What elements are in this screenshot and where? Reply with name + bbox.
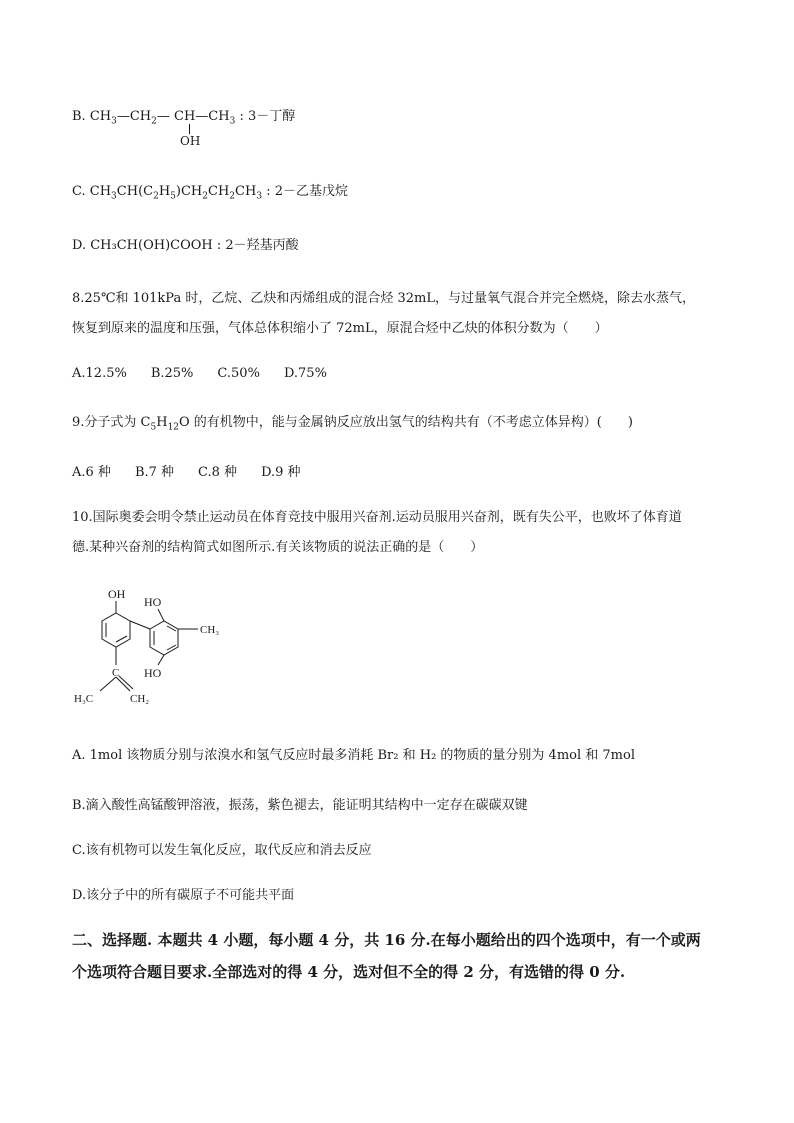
q10-option-c[interactable]: C.该有机物可以发生氧化反应，取代反应和消去反应: [72, 843, 372, 858]
q9-option-c[interactable]: C.8 种: [198, 465, 238, 480]
q8-option-a[interactable]: A.12.5%: [72, 366, 127, 381]
option-d-2-hydroxypropanoic-acid: D. CH₃CH(OH)COOH : 2－羟基丙酸: [72, 238, 299, 253]
q9-option-d[interactable]: D.9 种: [261, 465, 301, 480]
section-2-heading-line1: 二、选择题. 本题共 4 小题，每小题 4 分，共 16 分.在每小题给出的四个选项中，有一个或两: [72, 931, 701, 949]
q8-option-b[interactable]: B.25%: [150, 366, 194, 381]
q10-option-b[interactable]: B.滴入酸性高锰酸钾溶液，振荡，紫色褪去，能证明其结构中一定存在碳碳双键: [72, 798, 528, 813]
q9-option-b[interactable]: B.7 种: [134, 465, 175, 480]
q9-option-a[interactable]: A.6 种: [72, 465, 111, 480]
q10-option-a[interactable]: A. 1mol 该物质分别与浓溴水和氢气反应时最多消耗 Br₂ 和 H₂ 的物质的量分别为 4mol 和 7mol: [72, 748, 635, 763]
q8-line1: 8.25℃和 101kPa 时，乙烷、乙炔和丙烯组成的混合烃 32mL，与过量氧气混合并完全燃烧，除去水蒸气，: [72, 291, 695, 306]
q8-options: [72, 364, 351, 384]
methyl-label: CH₃: [200, 624, 220, 636]
section-2-heading-line2: 个选项符合题目要求.全部选对的得 4 分，选对但不全的得 2 分，有选错的得 0 分.: [72, 963, 626, 981]
h3c-label: H₃C: [74, 693, 94, 705]
q8-option-c[interactable]: C.50%: [217, 366, 260, 381]
q10-line2: 德.某种兴奋剂的结构简式如图所示.有关该物质的说法正确的是（ ）: [72, 540, 484, 555]
ho-upper-label: HO: [144, 595, 162, 609]
q8-line2: 恢复到原来的温度和压强，气体总体积缩小了 72mL，原混合烃中乙炔的体积分数为（ ）: [72, 321, 608, 336]
option-c-2-ethylpentane: C. $CH_3CH(C_2H_5)CH_2CH_2CH_3$ : 2－乙基戊烷: [72, 184, 348, 202]
q9-stem: 9.分子式为 $C_5H_{12}O$ 的有机物中，能与金属钠反应放出氢气的结构共有（不考虑立体异构）( ): [72, 415, 633, 433]
c-label: C: [112, 667, 120, 679]
oh-top-label: OH: [108, 587, 126, 601]
ho-lower-label: HO: [144, 666, 162, 680]
q10-line1: 10.国际奥委会明令禁止运动员在体育竞技中服用兴奋剂.运动员服用兴奋剂，既有失公平，也败坏了体育道: [72, 510, 682, 525]
q10-option-d[interactable]: D.该分子中的所有碳原子不可能共平面: [72, 888, 295, 903]
q8-option-d[interactable]: D.75%: [283, 366, 327, 381]
option-b-3-butanol: B. $CH_3—CH_2—$ $CH—CH_3$ : 3－丁醇: [72, 109, 296, 127]
q10-structure-diagram: [70, 585, 260, 715]
oh-label: OH: [180, 134, 201, 148]
ch2-label: CH₂: [130, 693, 150, 705]
q9-options: [72, 463, 325, 483]
